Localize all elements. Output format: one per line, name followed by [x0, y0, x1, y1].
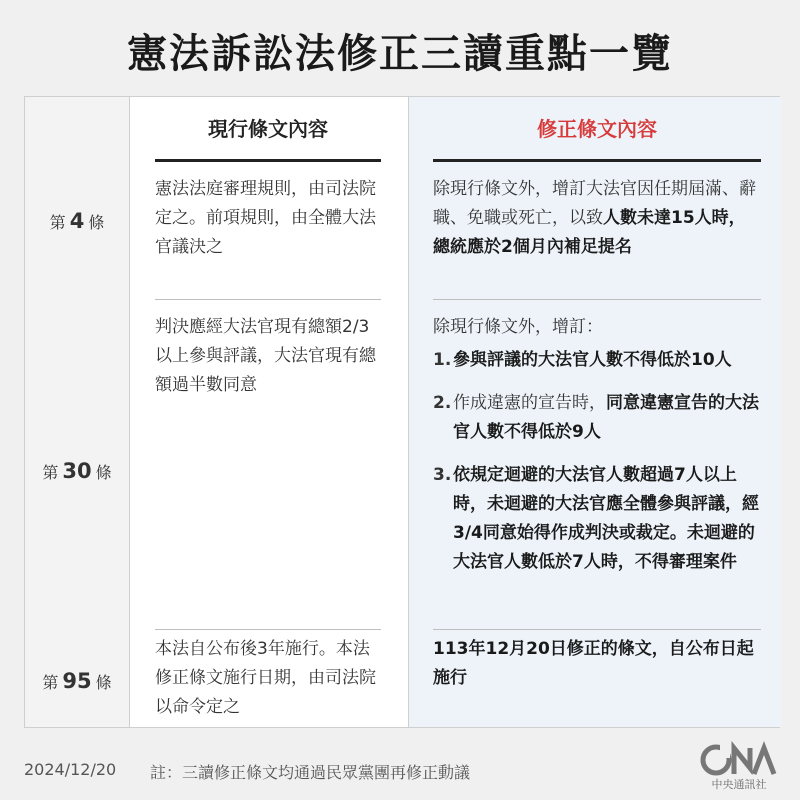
list-item: 2. 作成違憲的宣告時，同意違憲宣告的大法官人數不得低於9人 [433, 393, 759, 442]
row-divider [155, 629, 381, 630]
article-label-95: 第 95 條 [42, 669, 112, 693]
amended-text-4: 除現行條文外，增訂大法官因任期屆滿、辭職、免職或死亡，以致人數未達15人時，總統應於2個月內補足提名 [433, 179, 756, 257]
comparison-table [24, 96, 780, 728]
article-label-4: 第 4 條 [49, 209, 105, 233]
row-divider [433, 299, 761, 300]
row-divider [155, 299, 381, 300]
page-title: 憲法訴訟法修正三讀重點一覽 [127, 31, 673, 77]
amended-header-rule [433, 159, 761, 162]
current-text-95: 本法自公布後3年施行。本法修正條文施行日期，由司法院以命令定之 [155, 639, 376, 717]
amended-text-30 [433, 313, 761, 577]
logo-text: 中央通訊社 [711, 778, 767, 791]
article-label-30: 第 30 條 [42, 459, 112, 483]
current-text-30: 判決應經大法官現有總額2/3以上參與評議，大法官現有總額過半數同意 [155, 317, 376, 395]
footer-note: 註：三讀修正條文均通過民眾黨團再修正動議 [150, 763, 471, 782]
current-header: 現行條文內容 [208, 117, 328, 141]
article-column [25, 97, 130, 727]
amended-text-95: 113年12月20日修正的條文，自公布日起施行 [433, 639, 754, 688]
list-item: 3. 依規定迴避的大法官人數超過7人以上時，未迴避的大法官應全體參與評議，經3/4同意始得作成判決或裁定。未迴避的大法官人數低於7人時，不得審理案件 [433, 465, 759, 572]
current-header-rule [155, 159, 381, 162]
row-divider [433, 629, 761, 630]
list-item: 1. 參與評議的大法官人數不得低於10人 [433, 350, 732, 370]
amended-header: 修正條文內容 [537, 117, 657, 141]
footer-date: 2024/12/20 [24, 760, 117, 779]
amended-intro: 除現行條文外，增訂： [433, 317, 603, 337]
current-text-4: 憲法法庭審理規則，由司法院定之。前項規則，由全體大法官議決之 [155, 179, 376, 257]
